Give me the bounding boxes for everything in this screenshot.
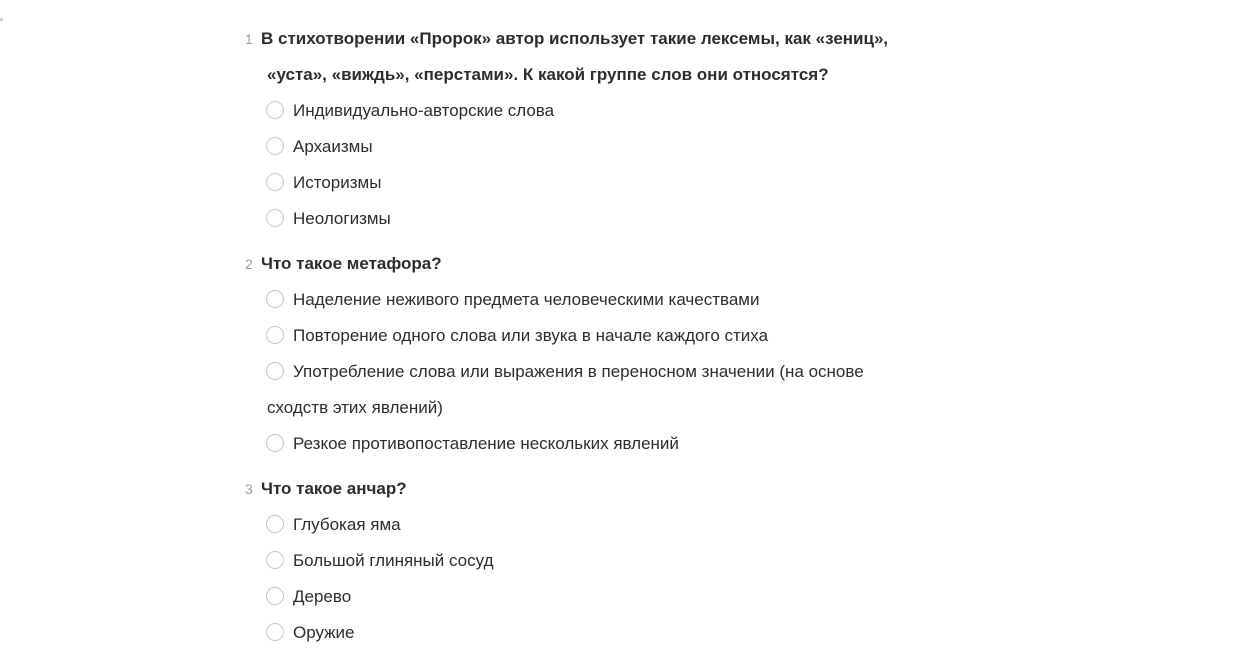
question-number: 3 [245,481,253,497]
answer-option[interactable] [0,282,893,318]
answer-label: Оружие [293,623,355,642]
radio-button[interactable] [266,290,284,308]
question-1-heading [0,21,921,93]
radio-button[interactable] [266,551,284,569]
question-1 [0,21,1255,237]
corner-mark-icon: ⸗ [0,14,3,24]
answer-label: Неологизмы [293,209,391,228]
question-text-line-2: «уста», «виждь», «перстами». К какой группе слов они относятся? [267,65,829,84]
answer-label: Дерево [293,587,352,606]
question-number: 1 [245,31,253,47]
radio-button[interactable] [266,434,284,452]
answer-option[interactable] [0,543,893,579]
radio-button[interactable] [266,326,284,344]
answer-option[interactable] [0,318,893,354]
radio-button[interactable] [266,515,284,533]
answer-option[interactable] [0,165,893,201]
answer-option[interactable] [0,615,893,651]
quiz [0,21,1255,651]
answer-option[interactable] [0,354,897,426]
answer-label: Употребление слова или выражения в переносном значении (на основе сходств этих явлений) [267,362,864,417]
question-3-heading [0,471,921,507]
answer-option[interactable] [0,93,893,129]
question-2-heading [0,246,921,282]
answer-options [0,282,1255,462]
radio-button[interactable] [266,362,284,380]
radio-button[interactable] [266,209,284,227]
answer-options [0,507,1255,651]
radio-button[interactable] [266,173,284,191]
radio-button[interactable] [266,101,284,119]
answer-label: Резкое противопоставление нескольких явлений [293,434,679,453]
question-text: Что такое метафора? [261,254,442,273]
answer-label: Глубокая яма [293,515,401,534]
answer-label: Наделение неживого предмета человеческими качествами [293,290,760,309]
answer-label: Историзмы [293,173,382,192]
answer-option[interactable] [0,201,893,237]
radio-button[interactable] [266,623,284,641]
question-3 [0,471,1255,651]
answer-option[interactable] [0,579,893,615]
answer-option[interactable] [0,426,893,462]
answer-option[interactable] [0,129,893,165]
answer-label: Повторение одного слова или звука в начале каждого стиха [293,326,769,345]
question-text-line-1: В стихотворении «Пророк» автор использует такие лексемы, как «зениц», [261,29,889,48]
radio-button[interactable] [266,587,284,605]
answer-option[interactable] [0,507,893,543]
answer-options [0,93,1255,237]
answer-label: Индивидуально-авторские слова [293,101,555,120]
answer-label: Большой глиняный сосуд [293,551,494,570]
question-2 [0,246,1255,462]
radio-button[interactable] [266,137,284,155]
answer-label: Архаизмы [293,137,373,156]
question-text: Что такое анчар? [261,479,407,498]
question-number: 2 [245,256,253,272]
